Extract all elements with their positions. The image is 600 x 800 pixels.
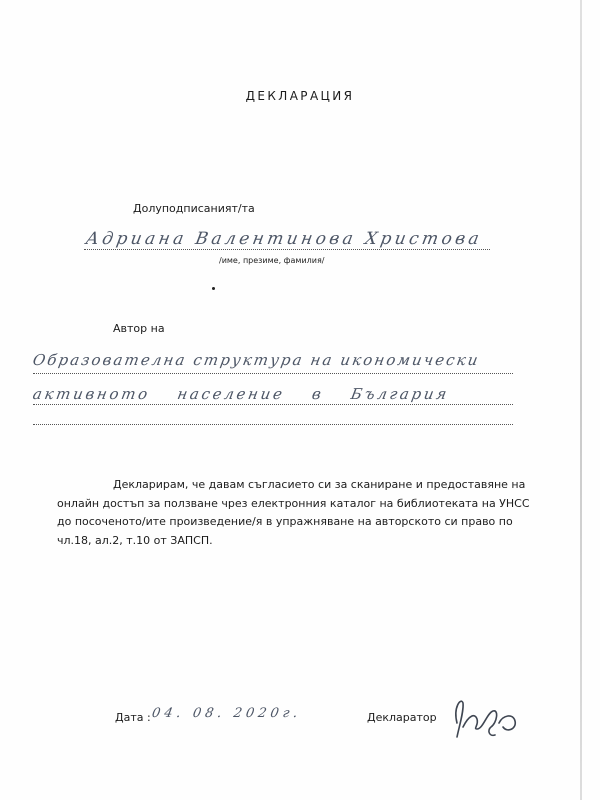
date-label: Дата :	[115, 711, 151, 724]
work-title-dotted-line-1	[33, 373, 513, 374]
document-title: ДЕКЛАРАЦИЯ	[245, 89, 355, 103]
work-title-line-2: активното население в България	[31, 385, 451, 403]
declarant-label: Декларатор	[367, 711, 437, 724]
work-title-dotted-line-3	[33, 424, 513, 425]
name-dotted-line	[84, 249, 490, 250]
work-title-dotted-line-2	[33, 404, 513, 405]
author-label: Автор на	[113, 322, 165, 335]
declaration-text: Декларирам, че давам съгласието си за сканиране и предоставяне на онлайн достъп за ползване чрез електронния каталог на библиотеката на УНСС до посоченото/ите произведение/я в упражняване на авторското си право по чл.18, ал.2, т.10 от ЗАПСП.	[57, 478, 530, 547]
work-title-line-1: Образователна структура на икономически	[31, 351, 482, 369]
scan-edge-shadow	[580, 0, 582, 800]
signee-name-handwritten: Адриана Валентинова Христова	[84, 229, 484, 249]
signee-label: Долуподписаният/та	[133, 202, 255, 215]
handwritten-signature	[447, 693, 527, 743]
scan-speck	[212, 287, 215, 290]
name-field-hint: /име, презиме, фамилия/	[219, 256, 325, 265]
date-handwritten: 04. 08. 2020г.	[150, 706, 303, 721]
